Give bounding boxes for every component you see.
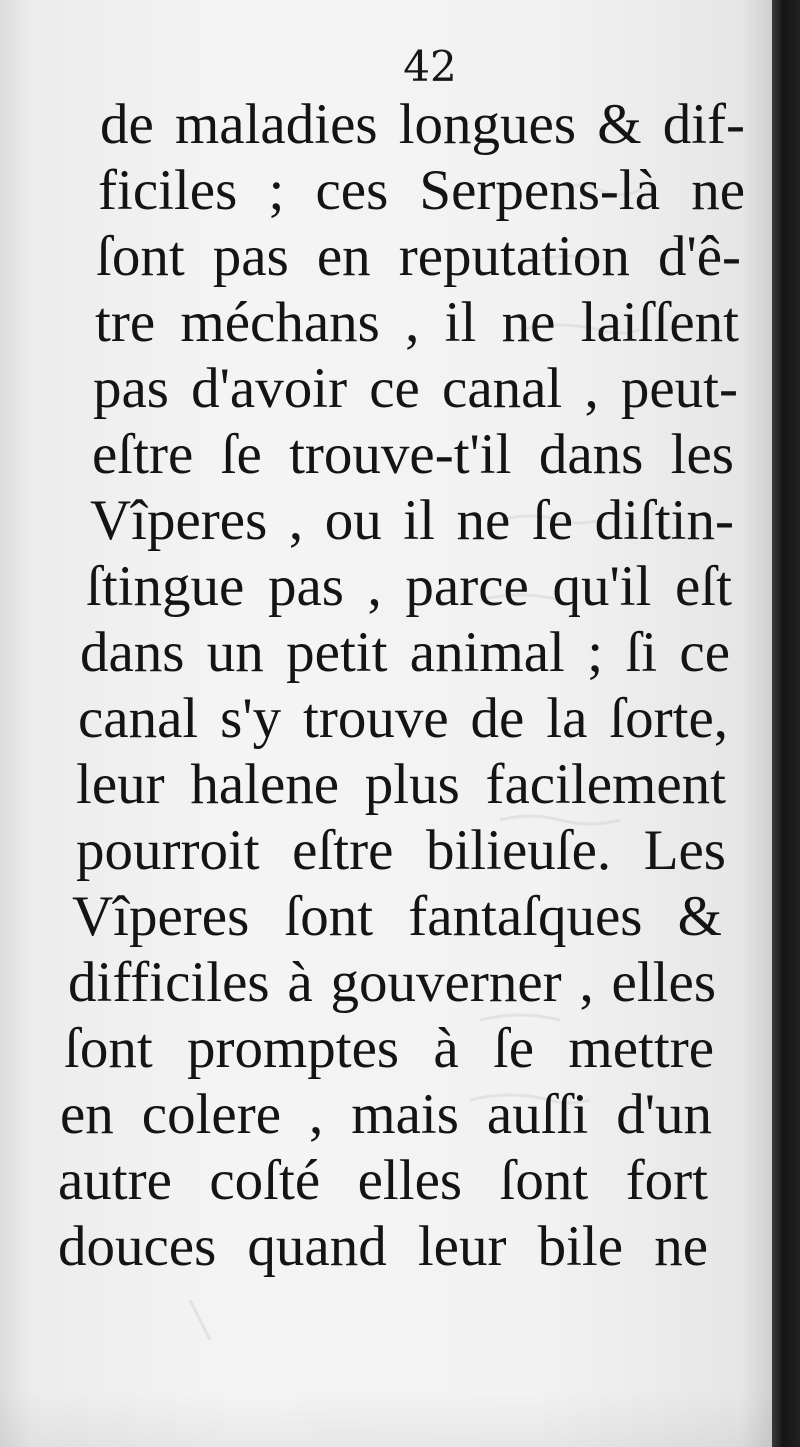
page-gutter-shadow	[772, 0, 800, 1447]
text-line: pourroit eſtre bilieuſe. Les	[76, 819, 726, 882]
text-line: leur halene plus facilement	[76, 753, 726, 816]
text-line: difficiles à gouverner , elles	[68, 951, 716, 1014]
page-number: 42	[403, 42, 457, 91]
text-line: ficiles ; ces Serpens-là ne	[98, 159, 745, 222]
text-line: en colere , mais auſſi d'un	[60, 1083, 712, 1146]
text-line: ſont pas en reputation d'ê-	[96, 225, 741, 288]
text-line: ſtingue pas , parce qu'il eſt	[86, 555, 732, 618]
text-line: Vîperes ſont fantaſques &	[72, 885, 722, 948]
text-line: canal s'y trouve de la ſorte,	[78, 687, 728, 750]
page-bottom-shade	[0, 1390, 772, 1447]
body-text	[0, 92, 772, 1342]
text-line: douces quand leur bile ne	[58, 1215, 708, 1278]
text-line: dans un petit animal ; ſi ce	[80, 621, 730, 684]
text-line: Vîperes , ou il ne ſe diſtin-	[90, 489, 734, 552]
text-line: de maladies longues & dif-	[100, 93, 745, 156]
text-line: pas d'avoir ce canal , peut-	[93, 357, 738, 420]
text-line: ſont promptes à ſe mettre	[64, 1017, 714, 1080]
text-line: eſtre ſe trouve-t'il dans les	[92, 423, 734, 486]
text-line: tre méchans , il ne laiſſent	[95, 291, 739, 354]
text-line: autre coſté elles ſont fort	[58, 1149, 708, 1212]
